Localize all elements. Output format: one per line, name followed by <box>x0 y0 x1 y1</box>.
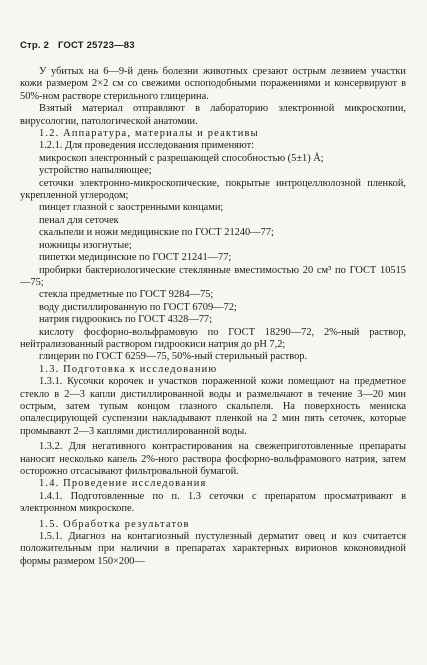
clause-1-3-2: 1.3.2. Для негативного контрастирования на свежеприготовленные препараты наносят несколько капель 2%-ного раствора фосфорно-вольфрамового натрия, затем осторожно отсасывают фильтровальной бумагой. <box>20 441 406 477</box>
paragraph-sampling: У убитых на 6—9-й день болезни животных срезают острым лезвием участки кожи размером 2×2 см со свежими оспоподобными поражениями и консервируют в 50%-ном растворе стерильного глицерина. <box>20 66 406 102</box>
section-heading-1-2: 1.2. Аппаратура, материалы и реактивы <box>39 128 259 140</box>
list-item: пенал для сеточек <box>39 214 119 226</box>
list-item: пипетки медицинские по ГОСТ 21241—77; <box>39 252 232 264</box>
page-number: Стр. 2 <box>20 40 50 51</box>
list-item: воду дистиллированную по ГОСТ 6709—72; <box>39 301 237 313</box>
list-item: скальпели и ножи медицинские по ГОСТ 21240—77; <box>39 227 274 239</box>
page-header <box>20 40 141 51</box>
clause-1-4-1: 1.4.1. Подготовленные по п. 1.3 сеточки с препаратом просматривают в электронном микроскопе. <box>20 490 406 515</box>
clause-1-5-1: 1.5.1. Диагноз на контагиозный пустулезный дерматит овец и коз считается положительным при наличии в препаратах характерных вирионов коконовидной формы размером 150×200— <box>20 531 406 567</box>
list-item: микроскоп электронный с разрешающей способностью (5±1) Å; <box>39 152 324 164</box>
list-item: стекла предметные по ГОСТ 9284—75; <box>39 289 214 301</box>
paragraph-material: Взятый материал отправляют в лабораторию электронной микроскопии, вирусологии, патологической анатомии. <box>20 103 406 127</box>
section-heading-1-5: 1.5. Обработка результатов <box>39 518 190 530</box>
list-item: пробирки бактериологические стеклянные вместимостью 20 см³ по ГОСТ 10515—75; <box>20 264 406 288</box>
list-item: устройство напыляющее; <box>39 165 152 177</box>
section-heading-1-4: 1.4. Проведение исследования <box>39 478 207 490</box>
standard-code: ГОСТ 25723—83 <box>57 40 135 51</box>
clause-1-2-1: 1.2.1. Для проведения исследования применяют: <box>39 140 254 152</box>
document-body <box>20 66 406 568</box>
list-item: кислоту фосфорно-вольфрамовую по ГОСТ 18290—72, 2%-ный раствор, нейтрализованный раствором гидроокиси натрия до pH 7,2; <box>20 326 406 350</box>
list-item: сеточки электронно-микроскопические, покрытые интроцеллюлозной пленкой, укрепленной углеродом; <box>20 177 406 202</box>
list-item: глицерин по ГОСТ 6259—75, 50%-ный стерильный раствор. <box>39 351 308 363</box>
section-heading-1-3: 1.3. Подготовка к исследованию <box>39 363 218 375</box>
list-item: ножницы изогнутые; <box>39 239 132 251</box>
list-item: пинцет глазной с заостренными концами; <box>39 202 224 214</box>
clause-1-3-1: 1.3.1. Кусочки корочек и участков пораженной кожи помещают на предметное стекло в 2—3 капли дистиллированной воды и размельчают в течение 3—20 мин острым, затем тупым концом глазного скальпеля. На поверхность мениска опалесцирующей суспензии накладывают пленкой на 2 мин пять сеточек, которые промывают 2—3 каплями дистиллированной воды. <box>20 376 406 437</box>
list-item: натрия гидроокись по ГОСТ 4328—77; <box>39 314 213 326</box>
